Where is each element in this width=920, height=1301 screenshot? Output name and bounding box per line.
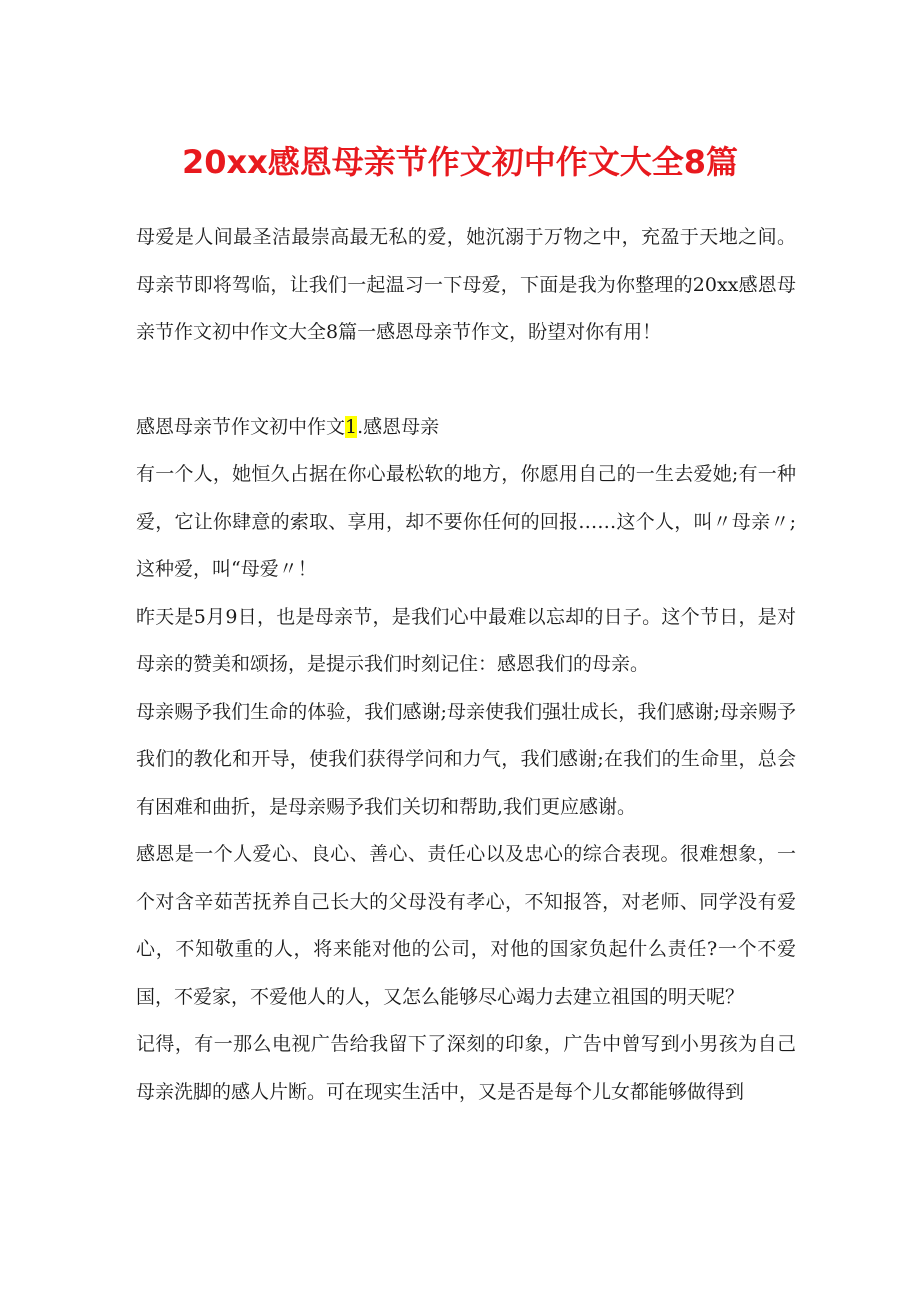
section-heading-text: 感恩母亲节作文初中作文: [136, 415, 346, 438]
body-paragraph: 母亲赐予我们生命的体验，我们感谢;母亲使我们强壮成长，我们感谢;母亲赐予我们的教化和开导，使我们获得学问和力气，我们感谢;在我们的生命里，总会有困难和曲折，是母亲赐予我们关切和帮助,我们更应感谢。: [136, 700, 796, 818]
section-heading: [136, 404, 796, 452]
intro-paragraph: 母爱是人间最圣洁最崇高最无私的爱，她沉溺于万物之中，充盈于天地之间。母亲节即将驾临，让我们一起温习一下母爱，下面是我为你整理的20xx感恩母亲节作文初中作文大全8篇一感恩母亲节作文，盼望对你有用！: [136, 226, 796, 343]
section-heading-subtitle: .感恩母亲: [357, 415, 440, 438]
document-body: [136, 214, 796, 1116]
body-paragraph: 记得，有一那么电视广告给我留下了深刻的印象，广告中曾写到小男孩为自己母亲洗脚的感人片断。可在现实生活中，又是否是每个儿女都能够做得到: [136, 1033, 796, 1103]
body-paragraph: 感恩是一个人爱心、良心、善心、责任心以及忠心的综合表现。很难想象，一个对含辛茹苦抚养自己长大的父母没有孝心，不知报答，对老师、同学没有爱心，不知敬重的人，将来能对他的公司，对他的国家负起什么责任?一个不爱国，不爱家，不爱他人的人，又怎么能够尽心竭力去建立祖国的明天呢？: [136, 843, 796, 1008]
section-number-highlight: 1: [345, 415, 358, 438]
body-paragraph: 昨天是5月9日，也是母亲节，是我们心中最难以忘却的日子。这个节日，是对母亲的赞美和颂扬，是提示我们时刻记住：感恩我们的母亲。: [136, 605, 796, 675]
document-title: 20xx感恩母亲节作文初中作文大全8篇: [181, 143, 739, 181]
body-paragraph: 有一个人，她恒久占据在你心最松软的地方，你愿用自己的一生去爱她;有一种爱，它让你肆意的索取、享用，却不要你任何的回报……这个人，叫〃母亲〃;这种爱，叫“母爱〃！: [136, 463, 796, 580]
